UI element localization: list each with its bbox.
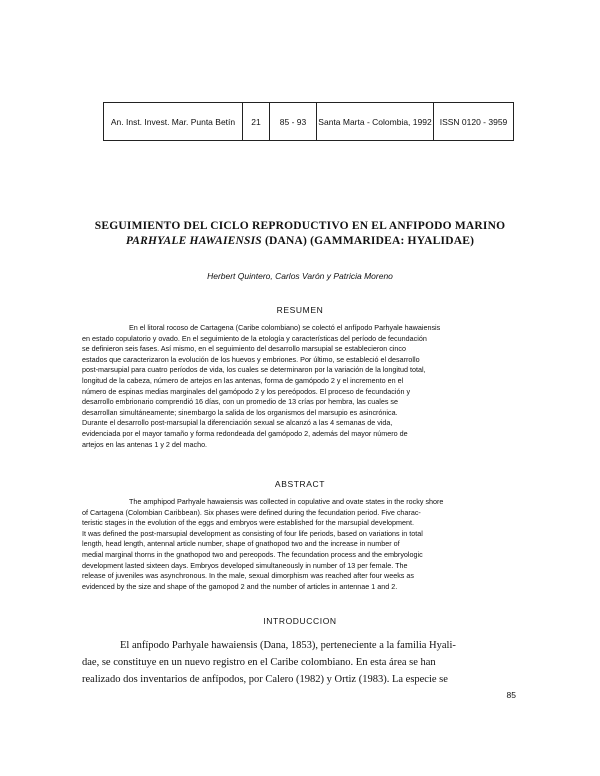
citation-header: [103, 102, 514, 141]
authors: Herbert Quintero, Carlos Varón y Patricia Moreno: [207, 271, 393, 281]
resumen-line: se definieron seis fases. Así mismo, en el seguimiento del desarrollo marsupial se establecieron cinco: [82, 344, 406, 354]
title-line-2: [60, 235, 540, 247]
species-name: PARHYALE HAWAIENSIS: [125, 235, 262, 247]
resumen-line: estados que caracterizaron la evolución de los huevos y embriones. Por último, se estableció el desarrollo: [82, 354, 420, 364]
resumen-heading: RESUMEN: [276, 305, 324, 315]
title-line-2-rest: (DANA) (GAMMARIDEA: HYALIDAE): [261, 235, 475, 247]
abstract-line: release of juveniles was asynchronous. In the male, sexual dimorphism was reached after four weeks as: [82, 571, 414, 581]
introduccion-heading: INTRODUCCION: [263, 616, 337, 626]
resumen-line: en estado copulatorio y ovado. En el seguimiento de la etología y características del período de fecundación: [82, 333, 427, 343]
abstract-line: The amphipod Parhyale hawaiensis was collected in copulative and ovate states in the rocky shore: [129, 497, 444, 506]
resumen-line: En el litoral rocoso de Cartagena (Caribe colombiano) se colectó el anfípodo Parhyale hawaiensis: [129, 323, 441, 332]
resumen-line: número de espinas medias marginales del gamópodo 2 y los pereópodos. El proceso de fecundación y: [82, 386, 411, 396]
intro-line: dae, se constituye en un nuevo registro en el Caribe colombiano. En esta área se han: [82, 657, 436, 668]
resumen-line: post-marsupial para cuatro períodos de vida, los cuales se determinaron por la variación de la longitud total,: [82, 365, 426, 375]
intro-line: realizado dos inventarios de anfípodos, por Calero (1982) y Ortiz (1983). La especie se: [82, 674, 448, 685]
resumen-line: longitud de la cabeza, número de artejos en las antenas, forma de gamópodo 2 y el incremento en el: [82, 375, 404, 385]
resumen-line: artejos en las antenas 1 y 2 del macho.: [82, 439, 208, 449]
resumen-line: desarrollan simultáneamente; sinembargo la salida de los organismos del marsupio es asincrónica.: [82, 407, 398, 417]
introduccion-paragraph: [82, 637, 524, 688]
abstract-line: of Cartagena (Colombian Caribbean). Six phases were defined during the fecundation period. Five charac-: [82, 507, 421, 517]
intro-line: El anfípodo Parhyale hawaiensis (Dana, 1853), perteneciente a la familia Hyali-: [120, 640, 456, 651]
abstract-line: It was defined the post-marsupial development as consisting of four life periods, based on variations in total: [82, 528, 423, 538]
abstract-heading: ABSTRACT: [274, 479, 326, 489]
abstract-line: evidenced by the size and shape of the gamopod 2 and the number of articles in antennae 1 and 2.: [82, 581, 398, 591]
resumen-line: Durante el desarrollo post-marsupial la diferenciación sexual se alcanzó a las 4 semanas de vida,: [82, 418, 393, 428]
abstract-paragraph: [82, 497, 521, 592]
abstract-line: teristic stages in the evolution of the eggs and embryos were established for the marsupial development.: [82, 518, 415, 528]
abstract-line: development lasted sixteen days. Embryos developed simultaneously in number of 13 per female. The: [82, 560, 408, 570]
place-year: Santa Marta - Colombia, 1992: [317, 103, 434, 140]
abstract-line: medial marginal thorns in the gnathopod two and pereopods. The fecundation process and the embryologic: [82, 549, 423, 559]
resumen-line: desarrollo embrionario comprendió 16 días, con un promedio de 13 crías por hembra, las cuales se: [82, 397, 399, 407]
title-line-1: SEGUIMIENTO DEL CICLO REPRODUCTIVO EN EL ANFIPODO MARINO: [94, 220, 506, 232]
resumen-line: evidenciada por el mayor tamaño y forma redondeada del gamópodo 2, además del mayor número de: [82, 428, 408, 438]
issn: ISSN 0120 - 3959: [439, 116, 508, 127]
journal-name: An. Inst. Invest. Mar. Punta Betín: [104, 103, 243, 140]
volume-number: 21: [243, 103, 270, 140]
page-number: 85: [506, 690, 516, 700]
page-range: 85 - 93: [270, 103, 317, 140]
abstract-line: length, head length, antennal article number, shape of gnathopod two and the increase in number of: [82, 539, 400, 549]
resumen-paragraph: [82, 323, 521, 450]
